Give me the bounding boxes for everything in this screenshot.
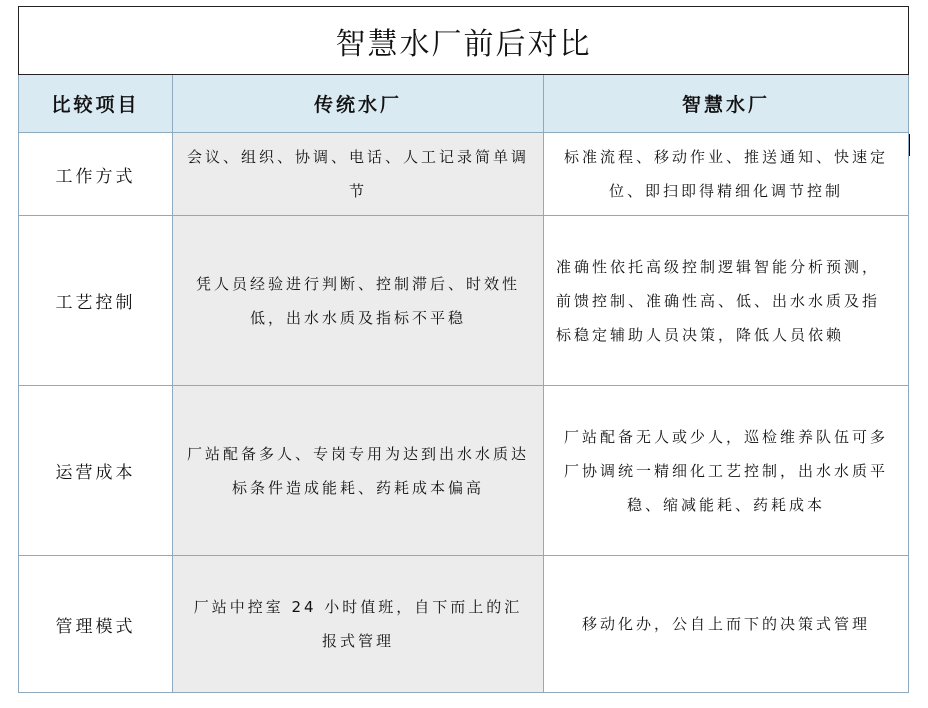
header-traditional: 传统水厂 xyxy=(173,75,544,133)
smart-cell: 标准流程、移动作业、推送通知、快速定位、即扫即得精细化调节控制 xyxy=(544,133,909,216)
comparison-table xyxy=(18,6,909,693)
smart-cell: 准确性依托高级控制逻辑智能分析预测，前馈控制、准确性高、低、出水水质及指标稳定辅助人员决策，降低人员依赖 xyxy=(544,216,909,386)
smart-cell: 移动化办，公自上而下的决策式管理 xyxy=(544,556,909,693)
text-cursor xyxy=(909,134,910,156)
traditional-cell: 厂站配备多人、专岗专用为达到出水水质达标条件造成能耗、药耗成本偏高 xyxy=(173,386,544,556)
smart-cell: 厂站配备无人或少人，巡检维养队伍可多厂协调统一精细化工艺控制，出水水质平稳、缩减能耗、药耗成本 xyxy=(544,386,909,556)
traditional-cell: 厂站中控室 24 小时值班，自下而上的汇报式管理 xyxy=(173,556,544,693)
table-row xyxy=(19,556,909,693)
row-label: 工作方式 xyxy=(19,133,173,216)
table-title: 智慧水厂前后对比 xyxy=(19,7,909,75)
traditional-cell: 凭人员经验进行判断、控制滞后、时效性低，出水水质及指标不平稳 xyxy=(173,216,544,386)
table-row xyxy=(19,216,909,386)
table-row xyxy=(19,386,909,556)
header-item: 比较项目 xyxy=(19,75,173,133)
row-label: 工艺控制 xyxy=(19,216,173,386)
table-row xyxy=(19,133,909,216)
header-smart: 智慧水厂 xyxy=(544,75,909,133)
row-label: 运营成本 xyxy=(19,386,173,556)
comparison-document xyxy=(18,6,908,693)
row-label: 管理模式 xyxy=(19,556,173,693)
header-row xyxy=(19,75,909,133)
traditional-cell: 会议、组织、协调、电话、人工记录简单调节 xyxy=(173,133,544,216)
